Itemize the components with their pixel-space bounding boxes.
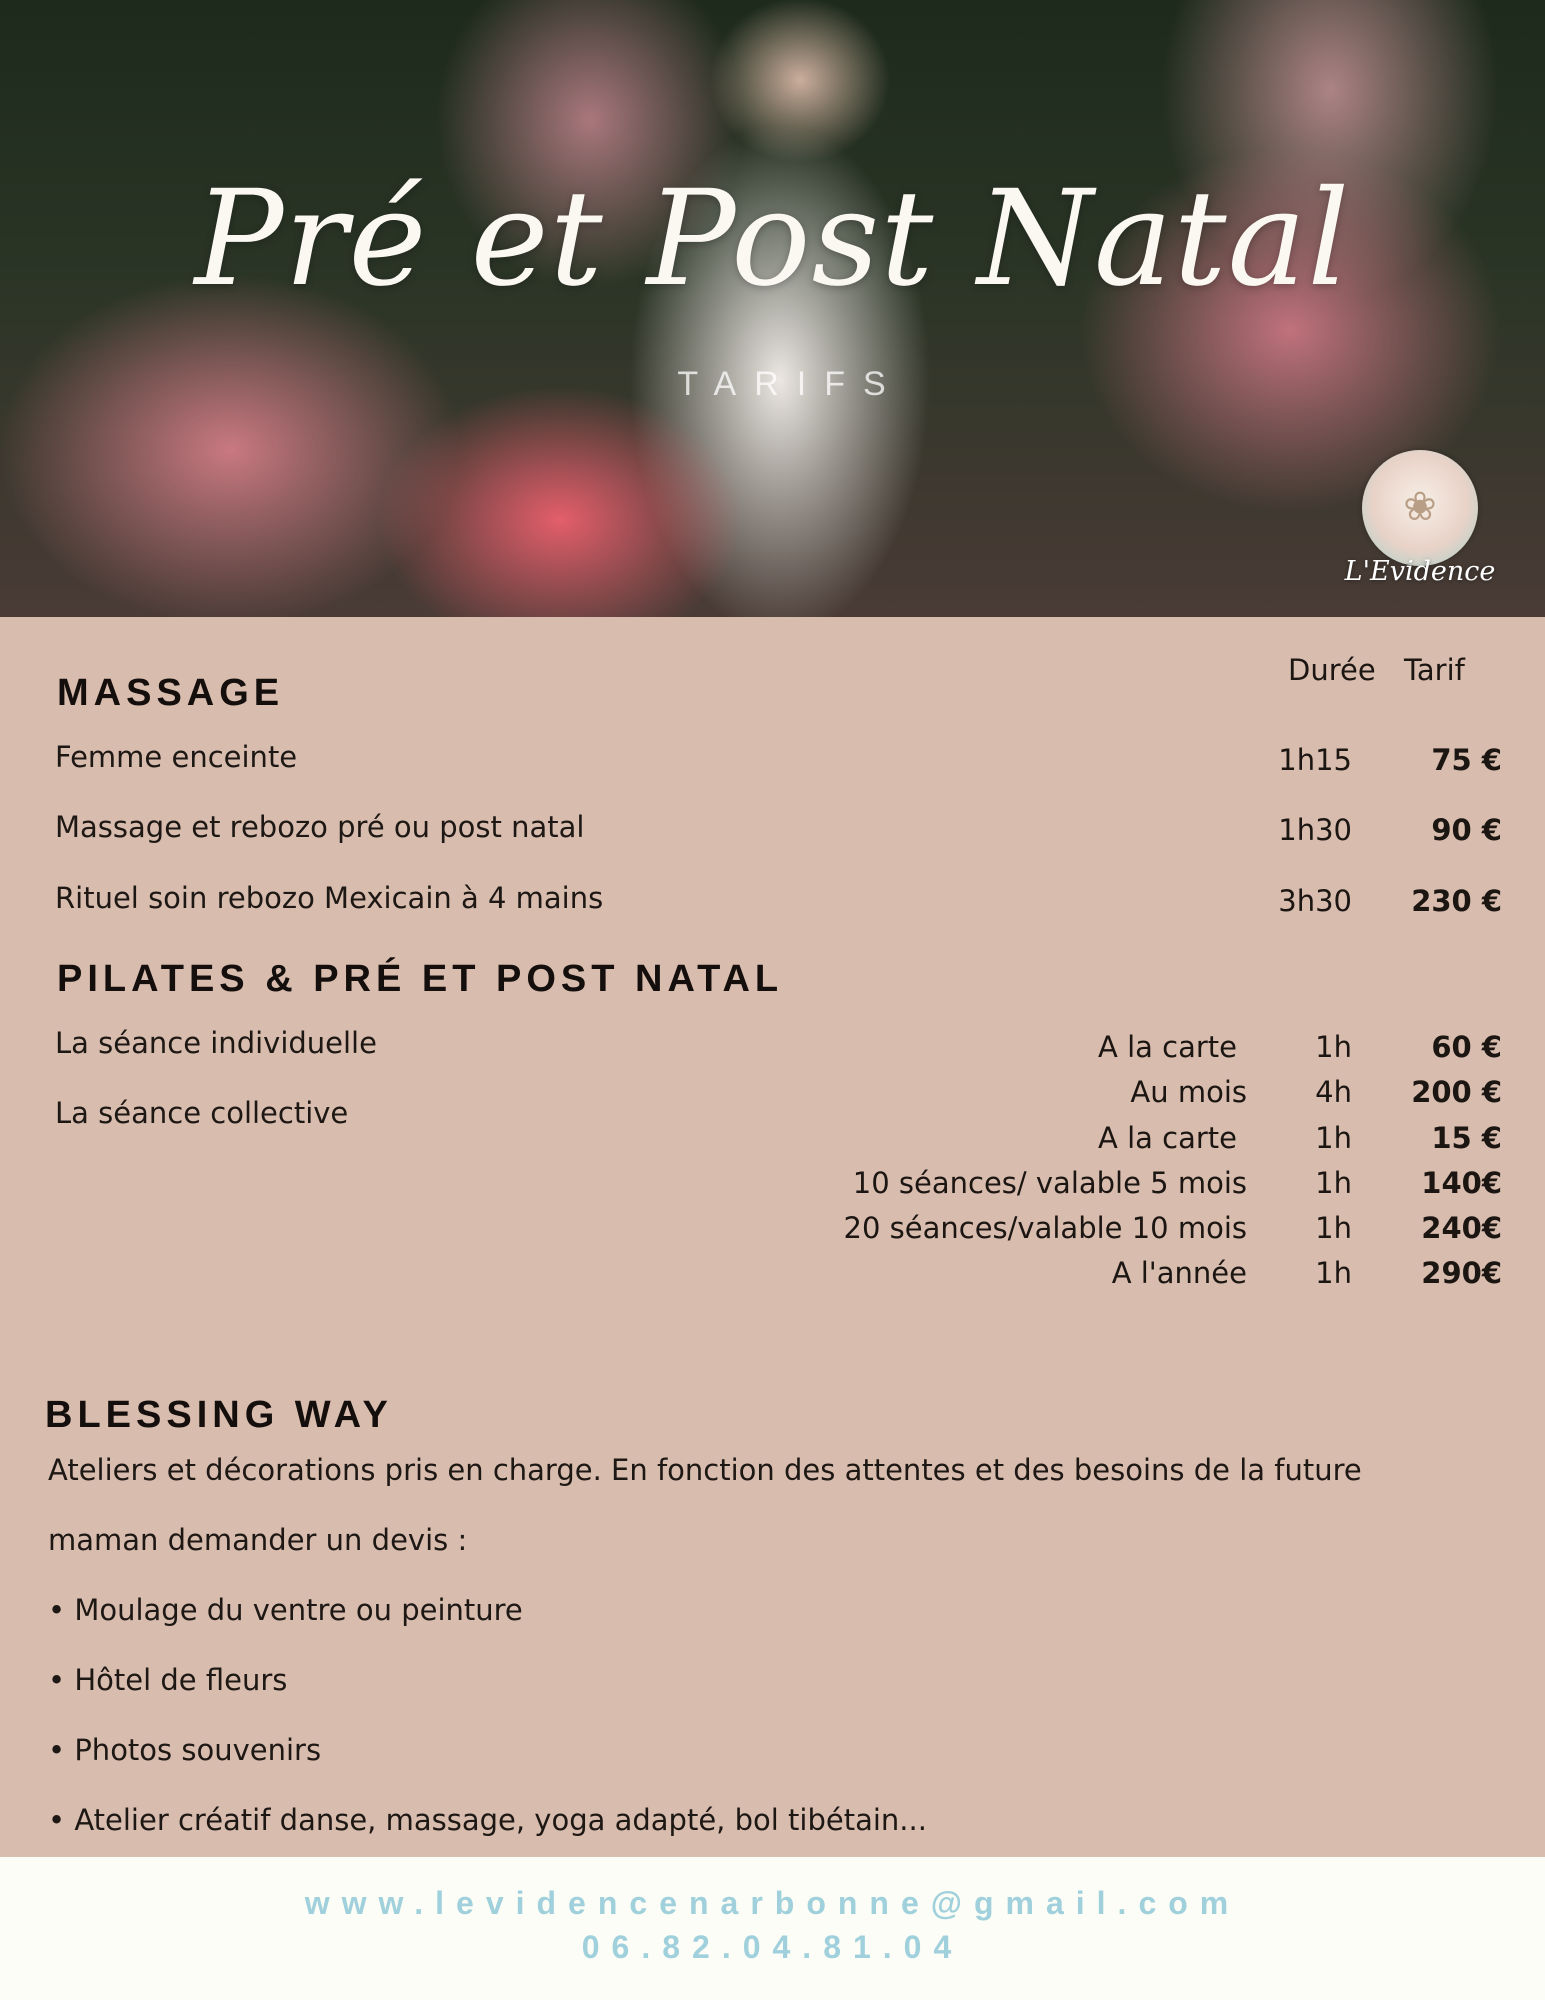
pilates-label: La séance individuelle	[55, 1026, 377, 1060]
pilates-option: Au mois	[1130, 1075, 1247, 1109]
blessing-list-item: • Atelier créatif danse, massage, yoga adapté, bol tibétain...	[48, 1803, 927, 1837]
massage-item-duration: 1h15	[1278, 743, 1352, 777]
pilates-price: 140€	[1421, 1166, 1502, 1200]
page-subtitle: TARIFS	[677, 365, 904, 403]
price-header: Tarif	[1404, 653, 1465, 687]
pilates-duration: 1h	[1315, 1166, 1352, 1200]
pilates-price: 15 €	[1431, 1121, 1502, 1155]
massage-item-duration: 3h30	[1278, 884, 1352, 918]
pilates-duration: 4h	[1315, 1075, 1352, 1109]
pilates-duration: 1h	[1315, 1211, 1352, 1245]
lotus-logo-icon	[1362, 450, 1478, 566]
massage-section-title: MASSAGE	[57, 672, 285, 714]
pilates-option: 10 séances/ valable 5 mois	[852, 1166, 1247, 1200]
hero-photo	[0, 0, 1545, 617]
massage-item-name: Rituel soin rebozo Mexicain à 4 mains	[55, 881, 604, 915]
blessing-text: Ateliers et décorations pris en charge. En fonction des attentes et des besoins de la future	[48, 1453, 1362, 1487]
duration-header: Durée	[1288, 653, 1376, 687]
pilates-option: A l'année	[1111, 1256, 1247, 1290]
massage-item-price: 75 €	[1431, 743, 1502, 777]
pilates-option: A la carte	[1098, 1030, 1237, 1064]
massage-item-price: 230 €	[1411, 884, 1502, 918]
blessing-text: maman demander un devis :	[48, 1523, 468, 1557]
massage-item-duration: 1h30	[1278, 813, 1352, 847]
pilates-label: La séance collective	[55, 1096, 349, 1130]
footer-phone[interactable]: 06.82.04.81.04	[581, 1929, 964, 1965]
pilates-price: 240€	[1421, 1211, 1502, 1245]
footer	[0, 1857, 1545, 2000]
pilates-option: A la carte	[1098, 1121, 1237, 1155]
blessing-list-item: • Hôtel de fleurs	[48, 1663, 288, 1697]
lotus-icon: ❀	[1403, 484, 1437, 530]
page-title: Pré et Post Natal	[194, 162, 1351, 316]
pilates-option: 20 séances/valable 10 mois	[843, 1211, 1247, 1245]
pilates-price: 200 €	[1411, 1075, 1502, 1109]
pilates-section-title: PILATES & PRÉ ET POST NATAL	[57, 958, 784, 1000]
pilates-price: 60 €	[1431, 1030, 1502, 1064]
footer-email-link[interactable]: www.levidencenarbonne@gmail.com	[304, 1885, 1241, 1921]
blessing-list-item: • Moulage du ventre ou peinture	[48, 1593, 523, 1627]
blessing-section-title: BLESSING WAY	[45, 1394, 393, 1436]
massage-item-name: Femme enceinte	[55, 740, 298, 774]
massage-item-name: Massage et rebozo pré ou post natal	[55, 810, 585, 844]
pilates-price: 290€	[1421, 1256, 1502, 1290]
blessing-list-item: • Photos souvenirs	[48, 1733, 322, 1767]
pilates-duration: 1h	[1315, 1256, 1352, 1290]
logo-text: L'Evidence	[1344, 556, 1496, 587]
pilates-duration: 1h	[1315, 1030, 1352, 1064]
pilates-duration: 1h	[1315, 1121, 1352, 1155]
massage-item-price: 90 €	[1431, 813, 1502, 847]
